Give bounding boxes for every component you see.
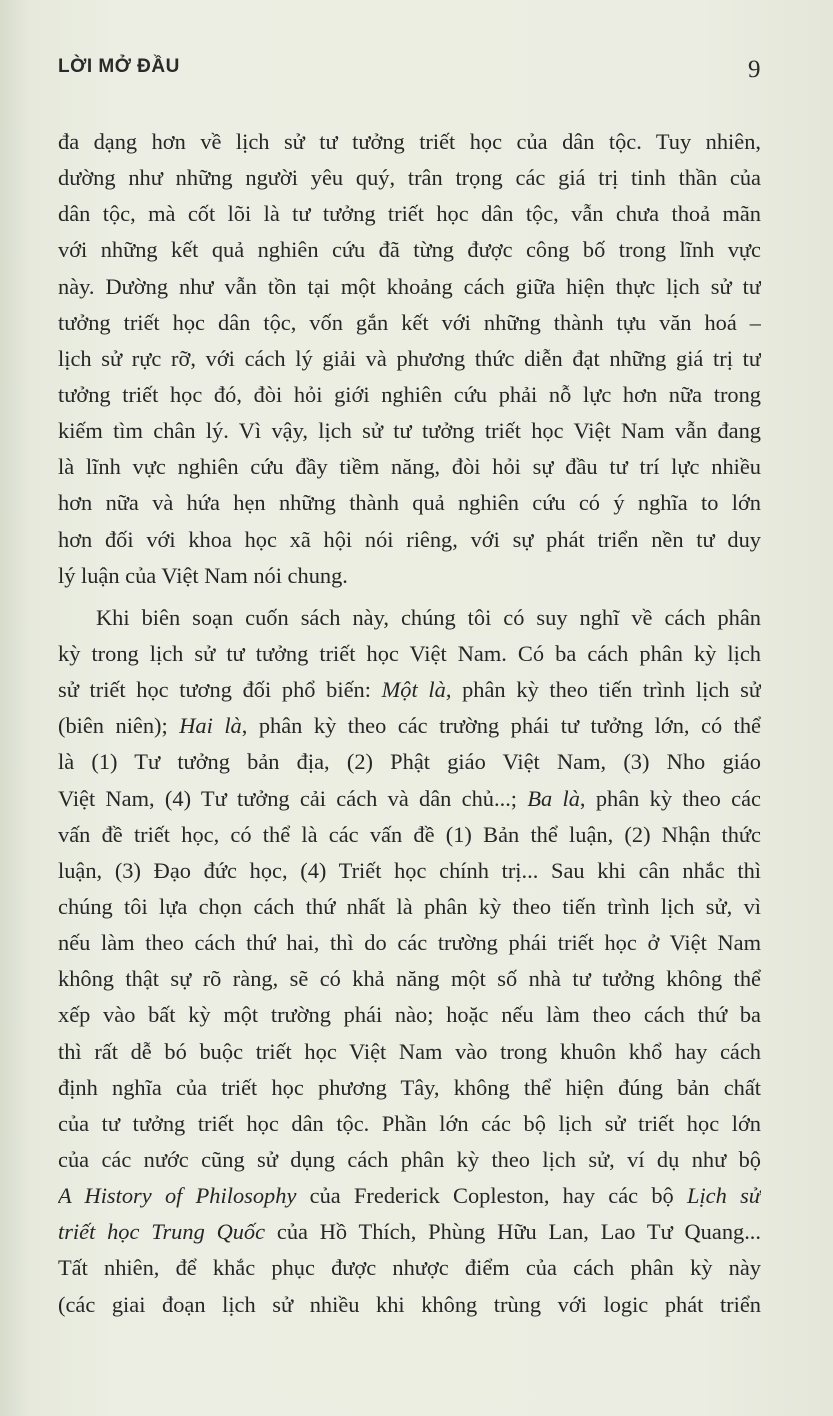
text-run: , phân kỳ theo tiến trình lịch sử xyxy=(445,677,761,703)
text-line: là (1) Tư tưởng bản địa, (2) Phật giáo Việt Nam, (3) Nho giáo xyxy=(58,749,761,775)
text-line: luận, (3) Đạo đức học, (4) Triết học chính trị... Sau khi cân nhắc thì xyxy=(58,857,761,883)
text-line: lịch sử rực rỡ, với cách lý giải và phương thức diễn đạt những giá trị tư xyxy=(58,345,761,371)
text-line: tưởng triết học đó, đòi hỏi giới nghiên cứu phải nỗ lực hơn nữa trong xyxy=(58,381,761,407)
text-line: đa dạng hơn về lịch sử tư tưởng triết học của dân tộc. Tuy nhiên, xyxy=(58,129,761,154)
text-line: vấn đề triết học, có thể là các vấn đề (1) Bản thể luận, (2) Nhận thức xyxy=(58,821,761,847)
text-line: dân tộc, mà cốt lõi là tư tưởng triết học dân tộc, vẫn chưa thoả mãn xyxy=(58,201,761,227)
text-line xyxy=(58,672,761,708)
text-line: là lĩnh vực nghiên cứu đầy tiềm năng, đòi hỏi sự đầu tư trí lực nhiều xyxy=(58,454,761,480)
text-line: Khi biên soạn cuốn sách này, chúng tôi có suy nghĩ về cách phân xyxy=(96,604,761,630)
text-line: Tất nhiên, để khắc phục được nhược điểm của cách phân kỳ này xyxy=(58,1255,761,1281)
text-line: dường như những người yêu quý, trân trọng các giá trị tinh thần của xyxy=(58,165,761,191)
text-line: kiếm tìm chân lý. Vì vậy, lịch sử tư tưởng triết học Việt Nam vẫn đang xyxy=(58,418,761,444)
text-run: của Frederick Copleston, hay các bộ xyxy=(296,1183,687,1209)
text-line: định nghĩa của triết học phương Tây, không thể hiện đúng bản chất xyxy=(58,1074,761,1100)
text-run: (biên niên); xyxy=(58,713,180,739)
book-title: Lịch sử xyxy=(687,1183,761,1209)
text-run: , phân kỳ theo các xyxy=(579,785,761,811)
text-run: sử triết học tương đối phổ biến: xyxy=(58,677,382,703)
text-line: chúng tôi lựa chọn cách thứ nhất là phân kỳ theo tiến trình lịch sử, vì xyxy=(58,893,761,919)
paragraph-2 xyxy=(58,600,761,1323)
text-line: tưởng triết học dân tộc, vốn gắn kết với những thành tựu văn hoá – xyxy=(58,309,761,335)
italic-term: Một là xyxy=(381,677,446,703)
text-line: lý luận của Việt Nam nói chung. xyxy=(58,562,348,588)
text-line: xếp vào bất kỳ một trường phái nào; hoặc nếu làm theo cách thứ ba xyxy=(58,1002,761,1028)
text-line xyxy=(58,781,761,817)
text-line: không thật sự rõ ràng, sẽ có khả năng một số nhà tư tưởng không thể xyxy=(58,966,761,992)
text-line: hơn nữa và hứa hẹn những thành quả nghiên cứu có ý nghĩa to lớn xyxy=(58,490,761,516)
text-line xyxy=(58,1214,761,1250)
text-line xyxy=(58,708,761,744)
page-number: 9 xyxy=(748,56,761,83)
text-run: , phân kỳ theo các trường phái tư tưởng lớn, có thể xyxy=(241,713,761,739)
text-run: của Hồ Thích, Phùng Hữu Lan, Lao Tư Quang... xyxy=(265,1219,761,1245)
text-line: với những kết quả nghiên cứu đã từng được công bố trong lĩnh vực xyxy=(58,237,761,263)
text-line: kỳ trong lịch sử tư tưởng triết học Việt Nam. Có ba cách phân kỳ lịch xyxy=(58,640,761,666)
text-line xyxy=(58,1178,761,1214)
text-line: của tư tưởng triết học dân tộc. Phần lớn các bộ lịch sử triết học lớn xyxy=(58,1110,761,1136)
text-line: này. Dường như vẫn tồn tại một khoảng cách giữa hiện thực lịch sử tư xyxy=(58,273,761,299)
text-line: hơn đối với khoa học xã hội nói riêng, với sự phát triển nền tư duy xyxy=(58,526,761,552)
italic-term: Hai là xyxy=(179,713,242,739)
body-text xyxy=(58,124,761,1323)
text-line: thì rất dễ bó buộc triết học Việt Nam vào trong khuôn khổ hay cách xyxy=(58,1038,761,1064)
italic-term: Ba là xyxy=(527,785,580,811)
book-title: A History of Philosophy xyxy=(58,1183,297,1209)
text-line: nếu làm theo cách thứ hai, thì do các trường phái triết học ở Việt Nam xyxy=(58,930,761,956)
text-line: (các giai đoạn lịch sử nhiều khi không trùng với logic phát triển xyxy=(58,1291,761,1317)
paragraph-1 xyxy=(58,124,761,594)
text-line: của các nước cũng sử dụng cách phân kỳ theo lịch sử, ví dụ như bộ xyxy=(58,1146,761,1172)
running-head: LỜI MỞ ĐẦU xyxy=(58,56,180,77)
book-title: triết học Trung Quốc xyxy=(58,1219,266,1245)
text-run: Việt Nam, (4) Tư tưởng cải cách và dân chủ...; xyxy=(58,785,528,811)
